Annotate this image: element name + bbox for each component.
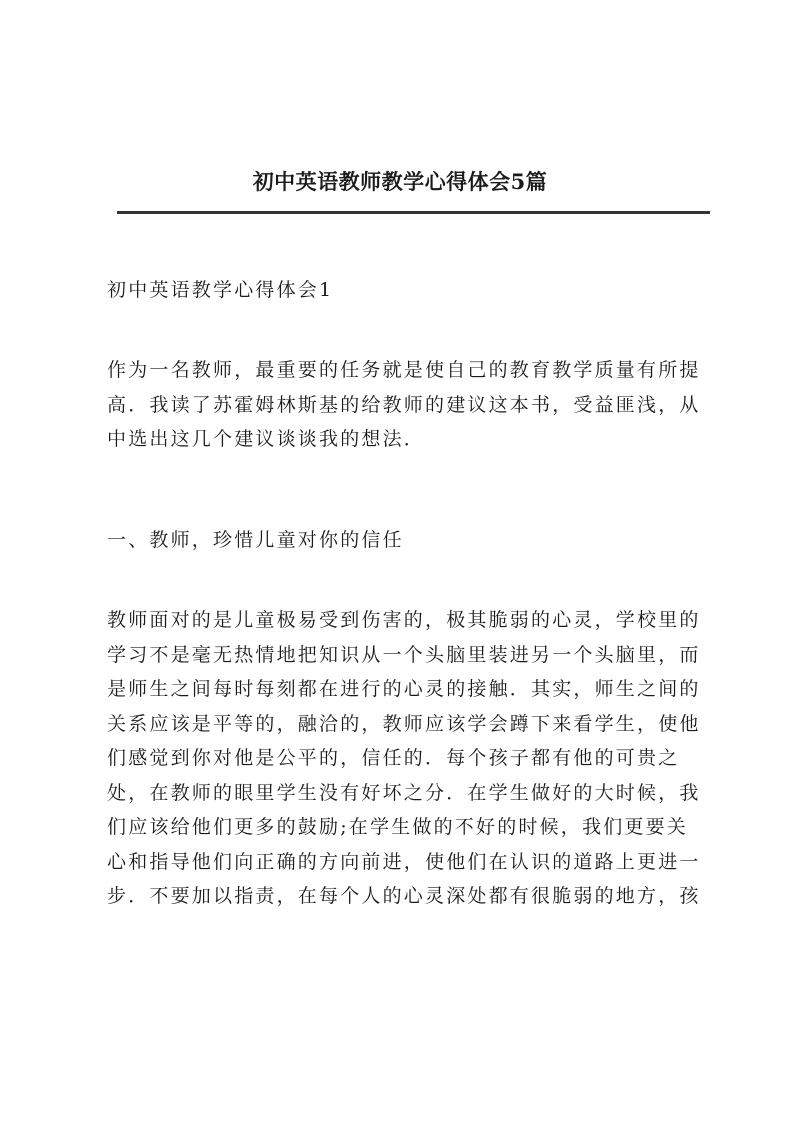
paragraph-line: 步．不要加以指责，在每个人的心灵深处都有很脆弱的地方，孩 — [107, 885, 701, 907]
paragraph-line: 中选出这几个建议谈谈我的想法． — [107, 428, 426, 450]
section-heading — [107, 273, 707, 308]
document-title: 初中英语教师教学心得体会5篇 — [252, 169, 548, 194]
paragraph-line: 们感觉到你对他是公平的，信任的．每个孩子都有他的可贵之 — [107, 747, 680, 769]
paragraph-line: 作为一名教师，最重要的任务就是使自己的教育教学质量有所提 — [107, 359, 701, 381]
paragraph-line: 学习不是毫无热情地把知识从一个头脑里装进另一个头脑里，而 — [107, 643, 701, 666]
paragraph-line: 关系应该是平等的，融洽的，教师应该学会蹲下来看学生，使他 — [107, 712, 701, 735]
intro-paragraph — [107, 353, 707, 457]
paragraph-line: 教师面对的是儿童极易受到伤害的，极其脆弱的心灵，学校里的 — [107, 609, 701, 631]
paragraph-line: 是师生之间每时每刻都在进行的心灵的接触．其实，师生之间的 — [107, 678, 701, 700]
title-underline-rule — [117, 211, 710, 214]
paragraph-line: 心和指导他们向正确的方向前进，使他们在认识的道路上更进一 — [107, 850, 701, 873]
paragraph-line: 处，在教师的眼里学生没有好坏之分．在学生做好的大时候，我 — [107, 781, 701, 804]
section-heading-text: 初中英语教学心得体会1 — [107, 279, 334, 301]
body-paragraph — [107, 603, 707, 914]
subheading — [107, 523, 707, 558]
paragraph-line: 高．我读了苏霍姆林斯基的给教师的建议这本书，受益匪浅，从 — [107, 393, 701, 416]
paragraph-line: 们应该给他们更多的鼓励;在学生做的不好的时候，我们更要关 — [107, 816, 689, 838]
subheading-text: 一、教师，珍惜儿童对你的信任 — [107, 529, 404, 551]
